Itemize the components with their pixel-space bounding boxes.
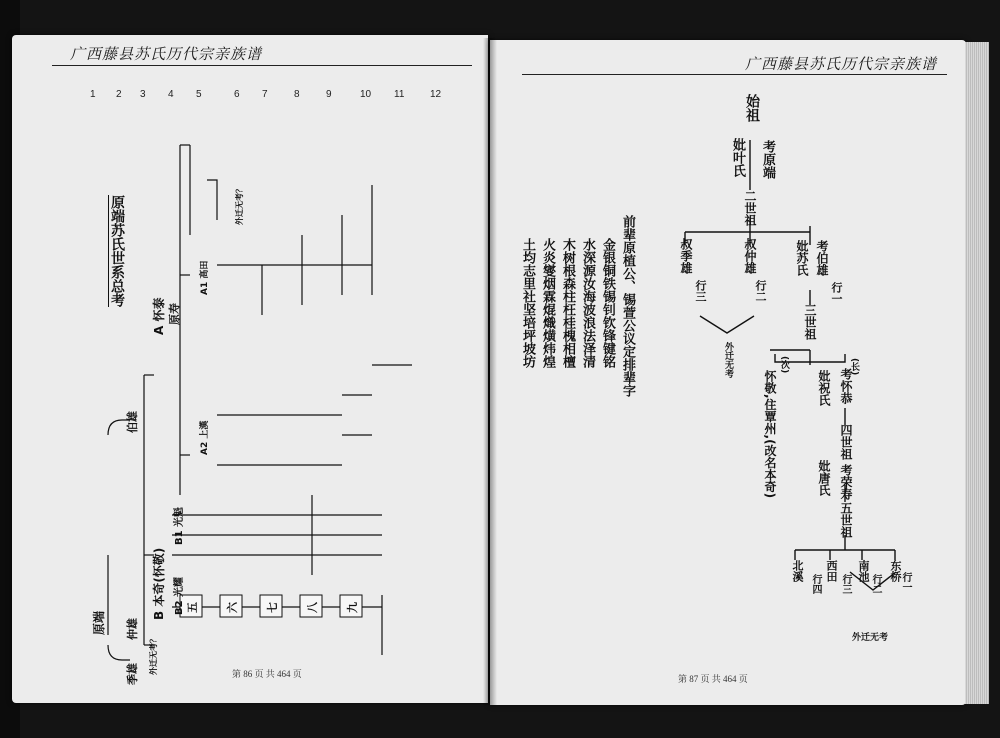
left-tree-lines xyxy=(12,35,488,703)
gen-box-7: 七 xyxy=(266,602,279,613)
right-page-footer: 第 87 页 共 464 页 xyxy=(678,674,748,684)
verse-line-4: 火炎燮烟霖焜熾熿炜煌 xyxy=(540,238,555,368)
gen5-label: 五世祖 xyxy=(839,502,853,538)
gen2-mother: 妣苏氏 xyxy=(795,240,809,276)
branch-a2: A2 上漢 xyxy=(200,420,210,455)
gen3-younger: 怀敬,住覃州,(改名本奇) xyxy=(763,370,777,499)
gen2-jixiong: 叔季雄 xyxy=(679,238,693,274)
gen5-nanchi: 南池 xyxy=(857,560,870,582)
verse-title: 前辈原植公、锡萱公议定排辈字 xyxy=(620,215,635,397)
gen5-dongqiao: 东桥 xyxy=(889,560,902,582)
right-page-header: 广西藤县苏氏历代宗亲族谱 xyxy=(745,55,938,73)
branch-b: B 本奇(怀敬) xyxy=(152,547,166,620)
gen2-away-note: 外迁无考 xyxy=(723,342,733,378)
gen2-label: 二世祖 xyxy=(743,190,757,226)
left-page-header: 广西藤县苏氏历代宗亲族谱 xyxy=(70,45,263,63)
gen5-beixi: 北溪 xyxy=(791,560,804,582)
generation-number: 10 xyxy=(360,89,372,100)
gen5-order-4: 行四 xyxy=(810,574,821,594)
left-page xyxy=(12,35,488,703)
generation-number: 4 xyxy=(168,89,174,100)
branch-a1: A1 高田 xyxy=(200,260,210,295)
verse-line-3: 木树根森柱枉桂槐相檀 xyxy=(560,238,575,368)
ancestor-mother: 妣叶氏 xyxy=(730,138,745,177)
elder-mark: (长) xyxy=(849,358,859,376)
tree-title: 原端苏氏世系总考 xyxy=(109,195,125,307)
verse-line-5: 土均志里社坚培坪坡坊 xyxy=(520,238,535,368)
gen2-order-1: 行一 xyxy=(830,282,843,304)
ancestor-father: 考原端 xyxy=(760,140,775,179)
verse-line-2: 水深源汝海波浪法泽清 xyxy=(580,238,595,368)
branch-b1: B1 光魁 xyxy=(174,506,185,545)
gen3-label: 三世祖 xyxy=(803,304,817,340)
page-stack-edge xyxy=(965,42,989,704)
gen5-xitian: 西田 xyxy=(825,560,838,582)
generation-number: 5 xyxy=(196,89,202,100)
gen2-zhongxiong: 叔仲雄 xyxy=(743,238,757,274)
generation-number: 9 xyxy=(326,89,332,100)
gen2-father: 考伯雄 xyxy=(815,240,829,276)
generation-number: 7 xyxy=(262,89,268,100)
away-note-lower: 外迁无考？ xyxy=(149,635,158,675)
younger-mark: (次) xyxy=(779,356,789,374)
gen3-elder: 考怀恭 xyxy=(839,368,853,404)
gen2-order-2: 行二 xyxy=(754,280,767,302)
book-gutter xyxy=(483,38,497,705)
tree-root: 原端 xyxy=(92,610,106,635)
generation-number: 1 xyxy=(90,89,96,100)
gen-box-5: 五 xyxy=(186,602,199,613)
away-note-upper: 外迁无考？ xyxy=(235,185,244,225)
generation-number: 2 xyxy=(116,89,122,100)
gen4-wife: 妣唐氏 xyxy=(817,460,831,496)
right-page xyxy=(490,40,966,705)
generation-number: 6 xyxy=(234,89,240,100)
gen4-father: 考荣寿 xyxy=(839,464,853,500)
left-page-footer: 第 86 页 共 464 页 xyxy=(232,669,302,679)
gen5-order-1: 行一 xyxy=(900,572,911,592)
gen5-order-3: 行三 xyxy=(840,574,851,594)
branch-b2: B2 光耀 xyxy=(174,576,185,615)
gen5-away-note: 外迁无考 xyxy=(852,633,889,643)
gen-box-6: 六 xyxy=(226,602,239,613)
generation-number: 11 xyxy=(394,89,405,100)
son-zhongxiong: 仲雄 xyxy=(126,618,139,640)
son-jixiong: 季雄 xyxy=(126,663,139,685)
gen-box-9: 九 xyxy=(346,602,359,613)
first-ancestor: 始祖 xyxy=(744,94,760,122)
gen4-label: 四世祖 xyxy=(839,424,853,460)
gen2-order-3: 行三 xyxy=(694,280,707,302)
gen5-order-2: 行二 xyxy=(870,574,881,594)
generation-number: 12 xyxy=(430,89,442,100)
verse-line-1: 金银铜铁锡钊钦锋键铭 xyxy=(600,238,615,368)
son-boxiong: 伯雄 xyxy=(126,411,139,433)
branch-a: A 怀泰 xyxy=(152,297,166,335)
generation-number: 3 xyxy=(140,89,146,100)
gen3-elder-wife: 妣祝氏 xyxy=(817,370,831,406)
gen-box-8: 八 xyxy=(306,602,319,613)
branch-a-sub: 原寿 xyxy=(168,303,181,325)
generation-number: 8 xyxy=(294,89,300,100)
